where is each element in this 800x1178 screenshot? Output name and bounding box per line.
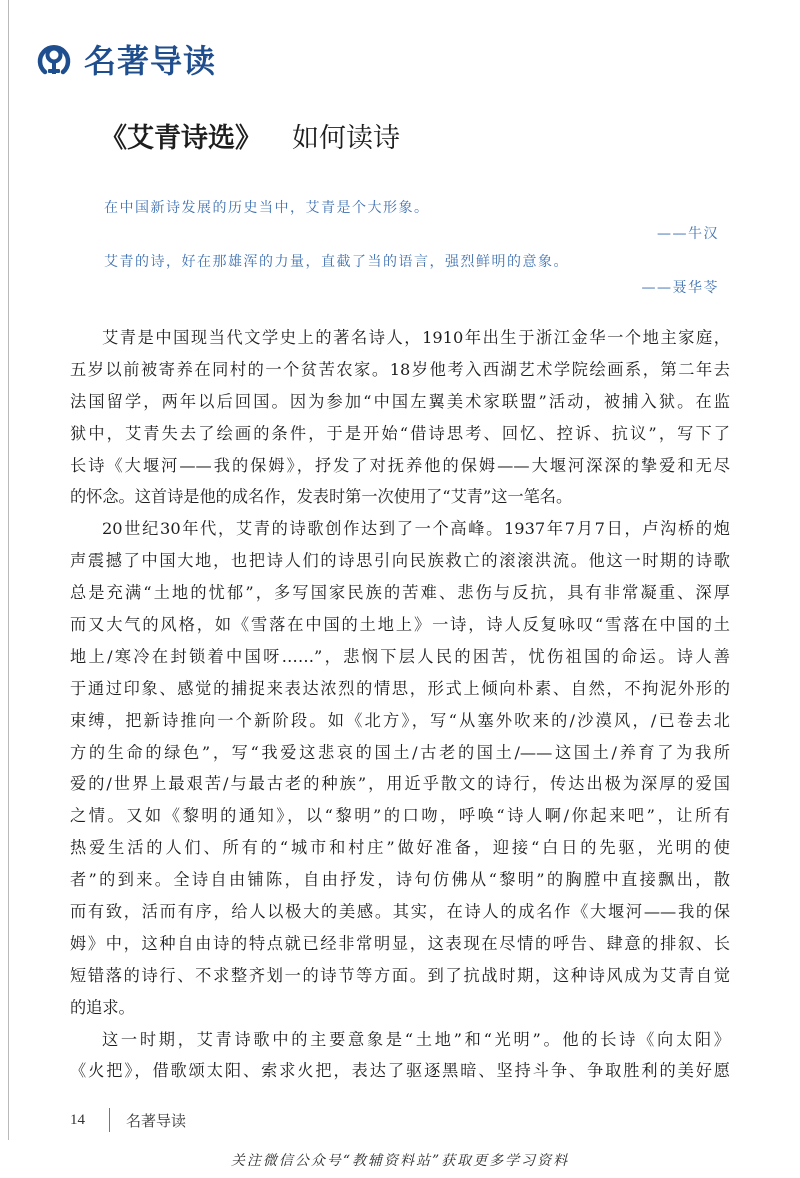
body-line: 狱中，艾青失去了绘画的条件，于是开始“借诗思考、回忆、控诉、抗议”，写下了: [70, 423, 730, 443]
page-footer: [70, 1106, 186, 1134]
body-line: 五岁以前被寄养在同村的一个贫苦农家。18岁他考入西湖艺术学院绘画系，第二年去: [70, 359, 730, 379]
quote-text: 在中国新诗发展的历史当中，艾青是个大形象。: [104, 200, 430, 216]
body-line: 而有致，活而有序，给人以极大的美感。其实，在诗人的成名作《大堰河——我的保: [70, 902, 730, 922]
watermark-text: 关注微信公众号“教辅资料站”获取更多学习资料: [230, 1153, 570, 1169]
body-line: 的追求。: [70, 997, 135, 1017]
body-line: 热爱生活的人们、所有的“城市和村庄”做好准备，迎接“白日的先驱，光明的使: [70, 838, 730, 858]
quote-author: ——聂华苓: [641, 280, 719, 296]
quote-author: ——牛汉: [657, 226, 719, 242]
body-line: 总是充满“土地的忧郁”，多写国家民族的苦难、悲伤与反抗，具有非常凝重、深厚: [70, 583, 730, 603]
page-number: 14: [70, 1111, 85, 1128]
body-line: 地上/寒冷在封锁着中国呀……”，悲悯下层人民的困苦，忧伤祖国的命运。诗人善: [70, 646, 730, 666]
article-title-subtitle: 如何读诗: [292, 123, 400, 154]
body-line: 的怀念。这首诗是他的成名作，发表时第一次使用了“艾青”这一笔名。: [70, 487, 573, 507]
body-line: 爱的/世界上最艰苦/与最古老的种族”，用近乎散文的诗行，传达出极为深厚的爱国: [70, 774, 730, 794]
body-line: 《火把》，借歌颂太阳、索求火把，表达了驱逐黑暗、坚持斗争、争取胜利的美好愿: [70, 1061, 730, 1081]
body-line: 短错落的诗行、不求整齐划一的诗节等方面。到了抗战时期，这种诗风成为艾青自觉: [70, 965, 730, 985]
section-header: [34, 34, 216, 84]
epigraph-quotes: [104, 198, 719, 298]
body-line: 长诗《大堰河——我的保姆》，抒发了对抚养他的保姆——大堰河深深的挚爱和无尽: [70, 455, 730, 475]
section-title: 名著导读: [84, 42, 217, 80]
footer-divider: [109, 1108, 110, 1132]
article-title: [100, 116, 400, 155]
article-title-book: 《艾青诗选》: [100, 123, 262, 154]
body-line: 者”的到来。全诗自由铺陈，自由抒发，诗句仿佛从“黎明”的胸膛中直接飘出，散: [70, 870, 730, 890]
body-line: 之情。又如《黎明的通知》，以“黎明”的口吻，呼唤“诗人啊/你起来吧”，让所有: [70, 806, 730, 826]
body-line: 这一时期，艾青诗歌中的主要意象是“土地”和“光明”。他的长诗《向太阳》: [102, 1029, 730, 1049]
body-line: 方的生命的绿色”，写“我爱这悲哀的国土/古老的国土/——这国土/养育了为我所: [70, 742, 730, 762]
footer-label: 名著导读: [126, 1111, 187, 1130]
body-line: 20世纪30年代，艾青的诗歌创作达到了一个高峰。1937年7月7日，卢沟桥的炮: [102, 519, 730, 539]
body-line: 法国留学，两年以后回国。因为参加“中国左翼美术家联盟”活动，被捕入狱。在监: [70, 391, 730, 411]
page-edge-line: [8, 0, 9, 1140]
body-line: 声震撼了中国大地，也把诗人们的诗思引向民族救亡的滚滚洪流。他这一时期的诗歌: [70, 551, 730, 571]
body-line: 束缚，把新诗推向一个新阶段。如《北方》，写“从塞外吹来的/沙漠风，/已卷去北: [70, 710, 730, 730]
body-line: 于通过印象、感觉的捕捉来表达浓烈的情思，形式上倾向朴素、自然，不拘泥外形的: [70, 678, 730, 698]
ring-key-icon: [34, 39, 74, 79]
body-line: 姆》中，这种自由诗的特点就已经非常明显，这表现在尽情的呼告、肆意的排叙、长: [70, 933, 730, 953]
article-body: [70, 322, 730, 1087]
body-line: 艾青是中国现当代文学史上的著名诗人，1910年出生于浙江金华一个地主家庭，: [102, 328, 730, 347]
body-line: 而又大气的风格，如《雪落在中国的土地上》一诗，诗人反复咏叹“雪落在中国的土: [70, 615, 730, 635]
quote-text: 艾青的诗，好在那雄浑的力量，直截了当的语言，强烈鲜明的意象。: [104, 254, 569, 270]
